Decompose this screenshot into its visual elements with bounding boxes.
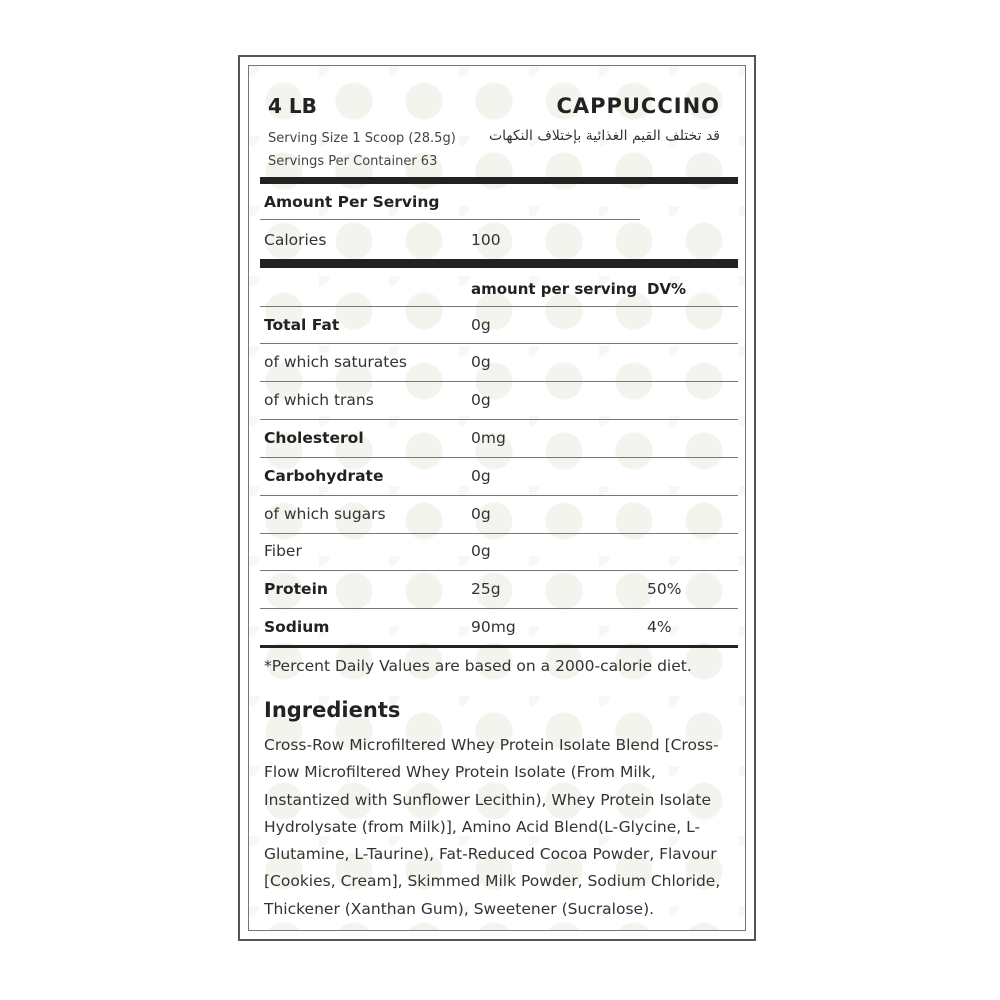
- nutrient-name: Fiber: [264, 542, 302, 560]
- nutrient-amount: 0g: [471, 505, 491, 523]
- nutrient-amount: 0mg: [471, 429, 506, 447]
- nutrient-amount: 0g: [471, 316, 491, 334]
- nutrient-name: Cholesterol: [264, 429, 364, 447]
- ingredients-line: Hydrolysate (from Milk)], Amino Acid Blend(L-Glycine, L-: [264, 817, 701, 836]
- nutrient-amount: 0g: [471, 391, 491, 409]
- product-flavor: CAPPUCCINO: [556, 94, 720, 118]
- column-header-amount: amount per serving: [471, 280, 638, 298]
- nutrient-amount: 0g: [471, 353, 491, 371]
- ingredients-line: Cross-Row Microfiltered Whey Protein Isolate Blend [Cross-: [264, 736, 719, 754]
- ingredients-title: Ingredients: [264, 698, 401, 722]
- nutrient-name: of which trans: [264, 391, 374, 409]
- ingredients-line: Glutamine, L-Taurine), Fat-Reduced Cocoa Powder, Flavour: [264, 845, 717, 864]
- row-divider: [260, 306, 738, 307]
- daily-value-footnote: *Percent Daily Values are based on a 2000-calorie diet.: [264, 657, 692, 675]
- nutrient-name: Protein: [264, 580, 328, 598]
- product-weight: 4 LB: [268, 94, 317, 118]
- nutrient-name: of which sugars: [264, 505, 386, 523]
- calories-value: 100: [471, 231, 501, 249]
- row-divider: [260, 495, 738, 496]
- calories-label: Calories: [264, 231, 327, 249]
- nutrient-name: of which saturates: [264, 353, 407, 371]
- arabic-flavor-note: قد تختلف القيم الغذائية بإختلاف النكهات: [488, 128, 720, 144]
- row-divider: [260, 570, 738, 571]
- nutrient-amount: 25g: [471, 580, 501, 598]
- ingredients-text: [264, 732, 734, 923]
- row-divider: [260, 381, 738, 382]
- servings-per-container: Servings Per Container 63: [268, 154, 438, 169]
- nutrient-amount: 0g: [471, 542, 491, 560]
- ingredients-line: Instantized with Sunflower Lecithin), Whey Protein Isolate: [264, 790, 712, 809]
- serving-size: Serving Size 1 Scoop (28.5g): [268, 131, 456, 146]
- row-divider: [260, 608, 738, 609]
- nutrient-amount: 0g: [471, 467, 491, 485]
- nutrient-name: Carbohydrate: [264, 467, 384, 485]
- row-divider: [260, 419, 738, 420]
- divider-short: [260, 219, 640, 220]
- row-divider: [260, 457, 738, 458]
- column-header-dv: DV%: [647, 280, 687, 298]
- ingredients-line: Thickener (Xanthan Gum), Sweetener (Sucralose).: [264, 899, 655, 918]
- nutrient-name: Total Fat: [264, 316, 340, 334]
- ingredients-line: [Cookies, Cream], Skimmed Milk Powder, Sodium Chloride,: [264, 872, 721, 891]
- nutrient-dv: 50%: [647, 580, 682, 598]
- nutrient-amount: 90mg: [471, 618, 516, 636]
- thick-divider-middle: [260, 259, 738, 268]
- thick-divider-bottom: [260, 645, 738, 648]
- row-divider: [260, 343, 738, 344]
- thick-divider-top: [260, 177, 738, 184]
- row-divider: [260, 533, 738, 534]
- ingredients-line: Flow Microfiltered Whey Protein Isolate (From Milk,: [264, 763, 656, 782]
- nutrient-name: Sodium: [264, 618, 330, 636]
- amount-per-serving-heading: Amount Per Serving: [264, 193, 440, 211]
- nutrient-dv: 4%: [647, 618, 672, 636]
